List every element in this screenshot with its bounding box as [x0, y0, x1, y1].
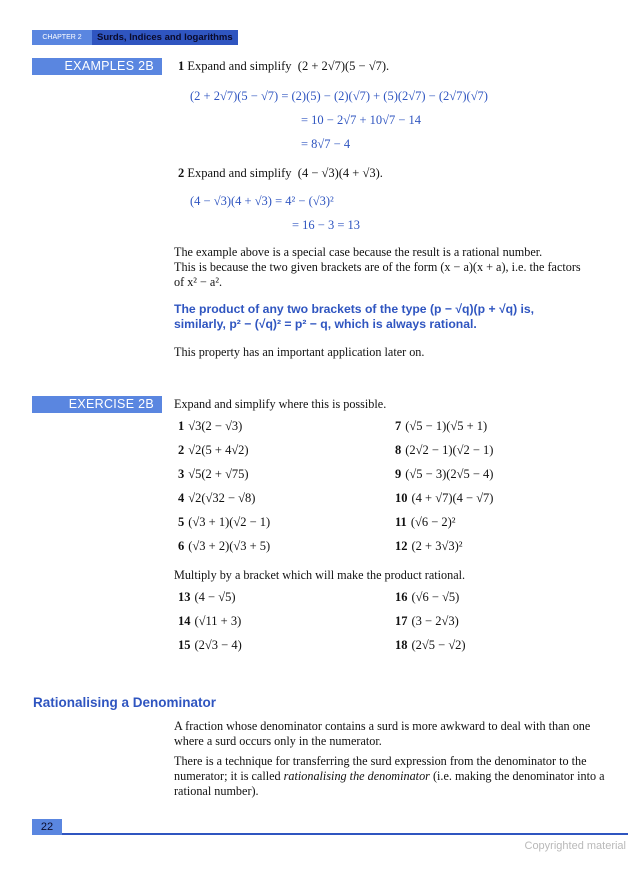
section-para-2-emphasis: rationalising the denominator: [283, 769, 430, 783]
exercise-item-expression: (√11 + 3): [194, 614, 242, 628]
exercise-item-number: 6: [178, 539, 185, 553]
note-line-1: The example above is a special case because the result is a rational number.: [174, 245, 543, 259]
chapter-label: CHAPTER 2: [32, 30, 92, 45]
exercise-banner: EXERCISE 2B: [32, 396, 162, 413]
exercise-item-expression: (√6 − 2)²: [410, 515, 456, 529]
exercise-item-expression: (2√2 − 1)(√2 − 1): [405, 443, 494, 457]
exercise-item-number: 17: [395, 614, 408, 628]
note-property: This property has an important application later on.: [174, 345, 425, 359]
exercise-item-number: 16: [395, 590, 408, 604]
exercise-item-expression: (√3 + 1)(√2 − 1): [188, 515, 271, 529]
example-1-question: [178, 59, 389, 74]
exercise-item: [395, 539, 462, 554]
exercise-item: [395, 467, 493, 482]
section-para-2-text-a: numerator; it is called: [174, 769, 284, 783]
section-para-2-line-2: [174, 769, 605, 784]
examples-banner: EXAMPLES 2B: [32, 58, 162, 75]
note-line-2: This is because the two given brackets are of the form (x − a)(x + a), i.e. the factors: [174, 260, 581, 274]
exercise-item-number: 9: [395, 467, 402, 481]
exercise-item: [178, 467, 249, 482]
exercise-item-expression: (2√3 − 4): [194, 638, 242, 652]
exercise-item: [178, 515, 270, 530]
exercise-intro-2: Multiply by a bracket which will make the product rational.: [174, 568, 466, 582]
exercise-item-number: 4: [178, 491, 185, 505]
section-title: Rationalising a Denominator: [33, 695, 217, 710]
exercise-item: [178, 614, 241, 629]
exercise-item-number: 8: [395, 443, 402, 457]
example-2-step-2: = 16 − 3 = 13: [292, 218, 361, 232]
exercise-intro: Expand and simplify where this is possible.: [174, 397, 387, 411]
copyright-notice: Copyrighted material: [524, 840, 626, 852]
exercise-item-number: 14: [178, 614, 191, 628]
example-2-expression: (4 − √3)(4 + √3).: [297, 166, 383, 180]
exercise-item-number: 5: [178, 515, 185, 529]
exercise-item-expression: (2 + 3√3)²: [411, 539, 463, 553]
exercise-item-number: 15: [178, 638, 191, 652]
highlight-line-1: The product of any two brackets of the type (p − √q)(p + √q) is,: [174, 302, 535, 316]
section-para-2-line-3: rational number).: [174, 784, 259, 798]
chapter-title: Surds, Indices and logarithms: [97, 32, 233, 43]
exercise-item-expression: √5(2 + √75): [188, 467, 249, 481]
exercise-item: [395, 638, 466, 653]
example-2-step-1: (4 − √3)(4 + √3) = 4² − (√3)²: [190, 194, 334, 208]
section-para-2-line-1: There is a technique for transferring the surd expression from the denominator to the: [174, 754, 587, 768]
exercise-item-expression: (√5 − 3)(2√5 − 4): [405, 467, 494, 481]
example-1-step-2: = 10 − 2√7 + 10√7 − 14: [301, 113, 422, 127]
exercise-item-expression: √3(2 − √3): [188, 419, 243, 433]
exercise-item-expression: (√5 − 1)(√5 + 1): [405, 419, 488, 433]
example-2-number: 2: [178, 166, 185, 180]
exercise-item-number: 2: [178, 443, 185, 457]
example-2-prompt: Expand and simplify: [187, 166, 292, 180]
exercise-item: [178, 590, 236, 605]
exercise-item-number: 10: [395, 491, 408, 505]
exercise-item-expression: (√3 + 2)(√3 + 5): [188, 539, 271, 553]
exercise-item-number: 11: [395, 515, 407, 529]
exercise-item-number: 18: [395, 638, 408, 652]
exercise-item-expression: (√6 − √5): [411, 590, 460, 604]
exercise-item: [178, 491, 255, 506]
exercise-item-expression: (4 − √5): [194, 590, 236, 604]
exercise-item: [178, 443, 249, 458]
exercise-item-number: 1: [178, 419, 185, 433]
footer-rule: [62, 833, 628, 835]
example-1-number: 1: [178, 59, 185, 73]
highlight-line-2: similarly, p² − (√q)² = p² − q, which is always rational.: [174, 317, 477, 331]
section-para-2-text-b: (i.e. making the denominator into a: [429, 769, 605, 783]
exercise-item: [178, 539, 270, 554]
example-1-expression: (2 + 2√7)(5 − √7).: [297, 59, 390, 73]
exercise-item: [395, 491, 493, 506]
exercise-item: [395, 419, 487, 434]
note-line-3: of x² − a².: [174, 275, 223, 289]
example-1-step-3: = 8√7 − 4: [301, 137, 351, 151]
section-para-1-line-1: A fraction whose denominator contains a surd is more awkward to deal with than one: [174, 719, 591, 733]
exercise-item-number: 3: [178, 467, 185, 481]
exercise-item-expression: (4 + √7)(4 − √7): [411, 491, 494, 505]
section-para-1-line-2: where a surd occurs only in the numerator.: [174, 734, 382, 748]
exercise-item-expression: (3 − 2√3): [411, 614, 459, 628]
exercise-item: [395, 443, 493, 458]
exercise-item: [178, 638, 242, 653]
example-1-prompt: Expand and simplify: [187, 59, 292, 73]
exercise-item-expression: √2(5 + 4√2): [188, 443, 249, 457]
exercise-item-expression: (2√5 − √2): [411, 638, 466, 652]
exercise-item-number: 13: [178, 590, 191, 604]
example-1-step-1: (2 + 2√7)(5 − √7) = (2)(5) − (2)(√7) + (5)(2√7) − (2√7)(√7): [190, 89, 488, 103]
exercise-item-number: 12: [395, 539, 408, 553]
page-number: 22: [32, 819, 62, 835]
exercise-item: [178, 419, 242, 434]
exercise-item-expression: √2(√32 − √8): [188, 491, 256, 505]
exercise-item: [395, 515, 456, 530]
exercise-item: [395, 590, 459, 605]
exercise-item: [395, 614, 459, 629]
exercise-item-number: 7: [395, 419, 402, 433]
example-2-question: [178, 166, 383, 181]
